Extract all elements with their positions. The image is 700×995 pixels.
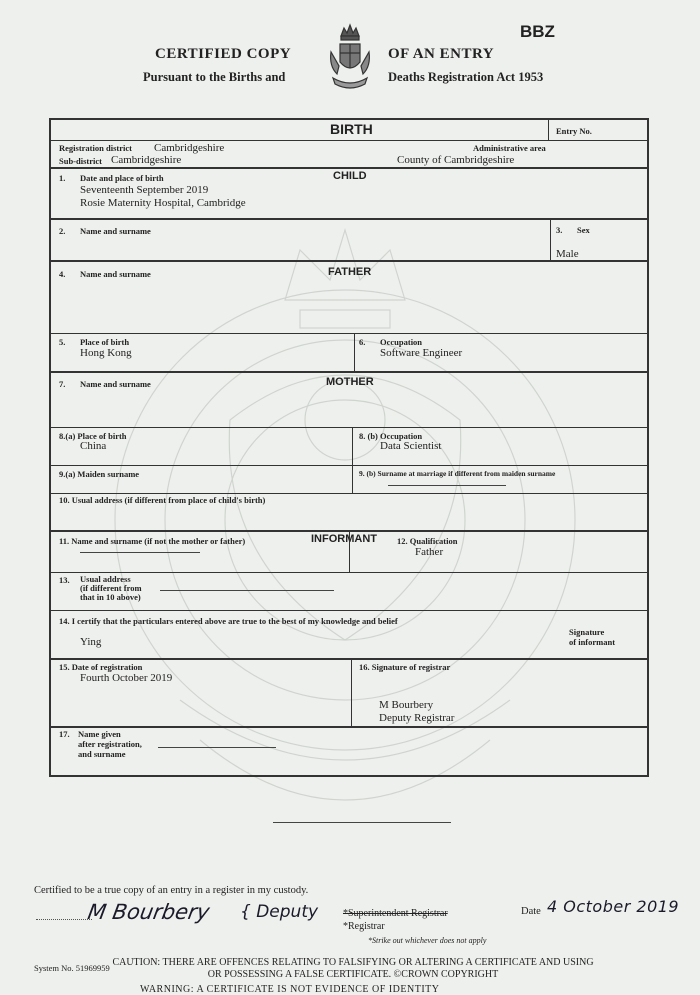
field-1-number: 1. [59, 173, 66, 183]
field-1-label: Date and place of birth [80, 173, 164, 183]
form-title: BIRTH [330, 121, 373, 137]
divider-line [273, 822, 451, 823]
informant-name-label: 11. Name and surname (if not the mother or father) [59, 536, 246, 546]
registrar-name: M Bourbery [379, 699, 434, 711]
field-5-number: 5. [59, 337, 66, 347]
identity-warning: WARNING: A CERTIFICATE IS NOT EVIDENCE OF IDENTITY [140, 984, 440, 995]
informant-address-label: Usual address (if different from that in 10 above) [80, 574, 142, 602]
field-2-number: 2. [59, 226, 66, 236]
registration-district-label: Registration district [59, 143, 132, 153]
mother-heading: MOTHER [326, 376, 374, 388]
place-of-birth-value: Rosie Maternity Hospital, Cambridge [80, 197, 246, 209]
date-of-birth-value: Seventeenth September 2019 [80, 184, 209, 196]
informant-heading: INFORMANT [311, 533, 377, 545]
date-label: Date [521, 906, 541, 917]
registration-date-label: 15. Date of registration [59, 662, 143, 672]
father-birthplace-label: Place of birth [80, 337, 130, 347]
field-6-number: 6. [359, 337, 366, 347]
administrative-area-value: County of Cambridgeshire [397, 154, 515, 166]
mother-birthplace-value: China [80, 440, 107, 452]
administrative-area-label: Administrative area [473, 143, 546, 153]
certify-statement: 14. I certify that the particulars entered above are true to the best of my knowledge and belief [59, 616, 398, 626]
sex-value: Male [556, 248, 579, 260]
subtitle-right: Deaths Registration Act 1953 [388, 70, 544, 84]
mother-occupation-value: Data Scientist [380, 440, 442, 452]
mother-name-label: Name and surname [80, 379, 151, 389]
father-heading: FATHER [328, 266, 372, 278]
qualification-label: 12. Qualification [397, 536, 458, 546]
registrar-signature-label: 16. Signature of registrar [359, 662, 451, 672]
name-after-registration-label: Name given after registration, and surname [78, 729, 142, 759]
entry-no-label: Entry No. [556, 126, 592, 136]
system-number: System No. 51969959 [34, 963, 110, 973]
deputy-handwritten: { Deputy [240, 902, 319, 922]
child-heading: CHILD [333, 170, 367, 182]
married-surname-label: 9. (b) Surname at marriage if different from maiden surname [359, 469, 556, 478]
serial-code: BBZ [520, 22, 555, 41]
registration-date-value: Fourth October 2019 [80, 672, 173, 684]
strike-out-note: *Strike out whichever does not apply [368, 936, 487, 945]
father-occupation-label: Occupation [380, 337, 423, 347]
field-3-number: 3. [556, 225, 563, 235]
child-name-label: Name and surname [80, 226, 151, 236]
signature-of-informant-label: Signature of informant [569, 627, 616, 647]
father-occupation-value: Software Engineer [380, 347, 463, 359]
superintendent-registrar-option: *Superintendent Registrar [343, 908, 448, 919]
royal-coat-of-arms-icon [327, 22, 373, 94]
birth-entry-form [49, 118, 649, 777]
registration-district-value: Cambridgeshire [154, 142, 225, 154]
usual-address-label: 10. Usual address (if different from place of child's birth) [59, 495, 266, 505]
field-4-number: 4. [59, 269, 66, 279]
field-17-number: 17. [59, 729, 70, 739]
caution-notice: CAUTION: THERE ARE OFFENCES RELATING TO FALSIFYING OR ALTERING A CERTIFICATE AND USING OR POSSESSING A FALSE CERTIFICATE. ©CROWN COPYRIGHT [112, 957, 594, 980]
mother-birthplace-label: 8.(a) Place of birth [59, 431, 127, 441]
field-7-number: 7. [59, 379, 66, 389]
certified-date-value: 4 October 2019 [547, 897, 680, 916]
sex-label: Sex [577, 225, 590, 235]
mother-occupation-label: 8. (b) Occupation [359, 431, 423, 441]
title-right: OF AN ENTRY [388, 46, 495, 62]
custodian-signature: M Bourbery [85, 900, 212, 924]
maiden-surname-label: 9.(a) Maiden surname [59, 469, 140, 479]
father-birthplace-value: Hong Kong [80, 347, 132, 359]
registrar-option: *Registrar [343, 921, 385, 932]
title-left: CERTIFIED COPY [155, 46, 292, 62]
sub-district-value: Cambridgeshire [111, 154, 182, 166]
sub-district-label: Sub-district [59, 156, 102, 166]
registrar-title: Deputy Registrar [379, 712, 455, 724]
field-13-number: 13. [59, 575, 70, 585]
certified-copy-statement: Certified to be a true copy of an entry in a register in my custody. [34, 885, 309, 896]
informant-signature-value: Ying [80, 636, 102, 648]
father-name-label: Name and surname [80, 269, 151, 279]
qualification-value: Father [415, 546, 444, 558]
subtitle-left: Pursuant to the Births and [143, 70, 286, 84]
